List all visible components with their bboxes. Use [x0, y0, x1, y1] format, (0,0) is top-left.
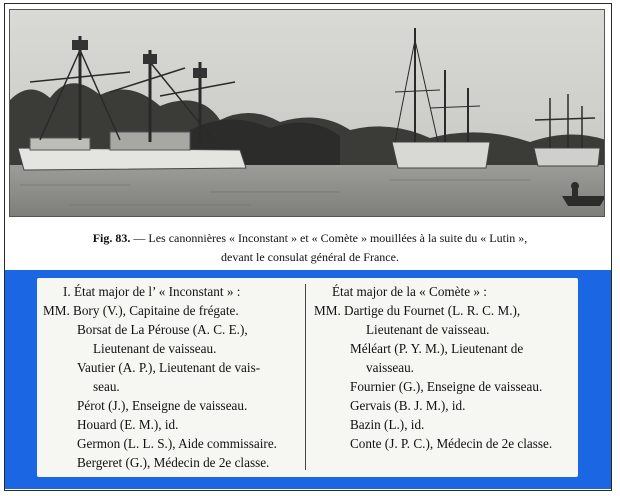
roster-line: Gervais (B. J. M.), id.	[350, 398, 466, 413]
roster-line: Bergeret (G.), Médecin de 2e classe.	[77, 455, 270, 470]
roster-line: MM. Dartige du Fournet (L. R. C. M.),	[314, 303, 521, 318]
caption-line-2: devant le consulat général de France.	[221, 250, 399, 264]
column-divider	[305, 284, 306, 470]
gunboats-photograph	[9, 9, 605, 217]
roster-line: Méléart (P. Y. M.), Lieutenant de	[350, 341, 524, 356]
roster-line: Vautier (A. P.), Lieutenant de vais-	[77, 360, 261, 375]
caption-text: — Les canonnières « Inconstant » et « Comète » mouillées à la suite du « Lutin »,	[130, 231, 528, 245]
photograph-of-gunboats-icon	[10, 10, 605, 217]
caption-figure-label: Fig. 83.	[92, 231, 131, 245]
inconstant-heading: I. État major de l’ « Inconstant » :	[63, 284, 241, 299]
officer-roster	[37, 278, 578, 477]
roster-line: vaisseau.	[366, 360, 414, 375]
roster-line: Germon (L. L. S.), Aide commissaire.	[77, 436, 277, 451]
roster-line: Conte (J. P. C.), Médecin de 2e classe.	[350, 436, 553, 451]
figure-caption	[20, 229, 600, 267]
caption-line-1	[20, 229, 600, 248]
roster-line: Bazin (L.), id.	[350, 417, 425, 432]
roster-line: Borsat de La Pérouse (A. C. E.),	[77, 322, 248, 337]
roster-line: Houard (E. M.), id.	[77, 417, 179, 432]
comete-heading: État major de la « Comète » :	[332, 284, 487, 299]
roster-line: Pérot (J.), Enseigne de vaisseau.	[77, 398, 248, 413]
roster-line: Lieutenant de vaisseau.	[366, 322, 490, 337]
roster-line: seau.	[93, 379, 120, 394]
roster-line: Fournier (G.), Enseigne de vaisseau.	[350, 379, 543, 394]
roster-line: MM. Bory (V.), Capitaine de frégate.	[43, 303, 239, 318]
roster-line: Lieutenant de vaisseau.	[93, 341, 217, 356]
